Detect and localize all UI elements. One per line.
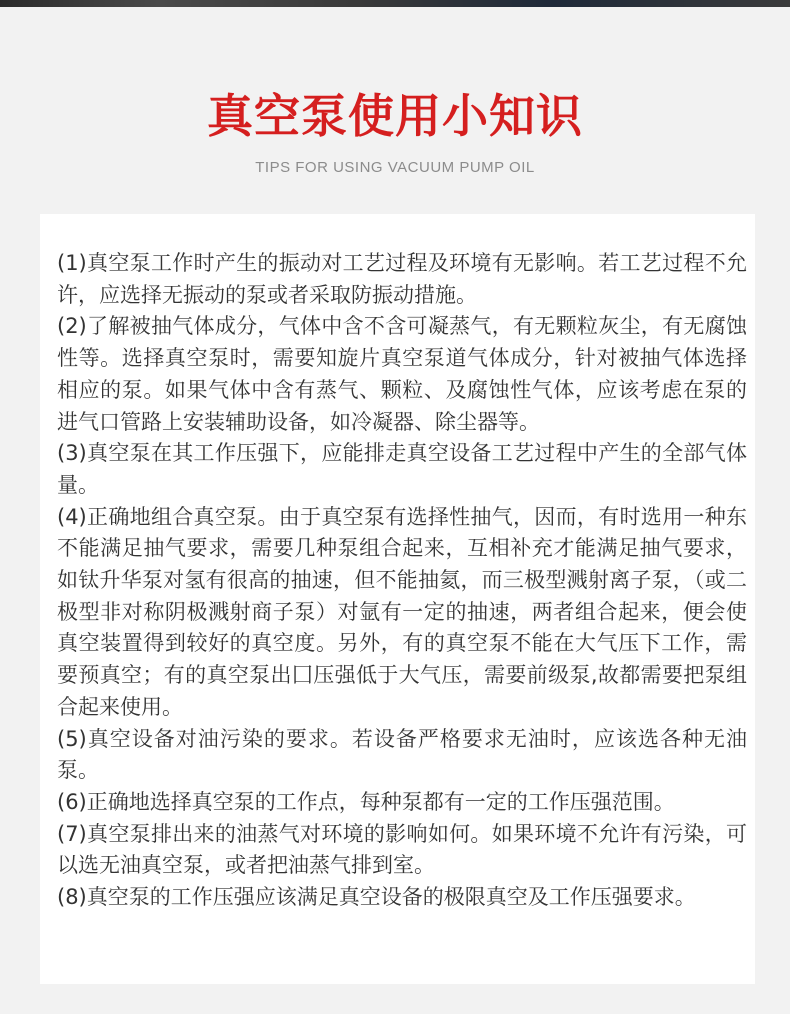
tip-item-6: (6)正确地选择真空泵的工作点，每种泵都有一定的工作压强范围。 bbox=[57, 789, 675, 814]
tip-item-1: (1)真空泵工作时产生的振动对工艺过程及环境有无影响。若工艺过程不允许，应选择无振动的泵或者采取防振动措施。 bbox=[57, 251, 747, 307]
tip-item-5: (5)真空设备对油污染的要求。若设备严格要求无油时，应该选各种无油泵。 bbox=[57, 726, 747, 783]
page-subtitle: TIPS FOR USING VACUUM PUMP OIL bbox=[255, 159, 535, 176]
tip-item-7: (7)真空泵排出来的油蒸气对环境的影响如何。如果环境不允许有污染，可以选无油真空泵，或者把油蒸气排到室。 bbox=[57, 821, 747, 878]
tip-item-8: (8)真空泵的工作压强应该满足真空设备的极限真空及工作压强要求。 bbox=[57, 885, 696, 910]
tips-card bbox=[40, 214, 755, 984]
tip-item-3: (3)真空泵在其工作压强下，应能排走真空设备工艺过程中产生的全部气体量。 bbox=[57, 441, 747, 497]
tip-item-2: (2)了解被抽气体成分，气体中含不含可凝蒸气，有无颗粒灰尘，有无腐蚀性等。选择真空泵时，需要知旋片真空泵道气体成分，针对被抽气体选择相应的泵。如果气体中含有蒸气、颗粒、及腐蚀性气体，应该考虑在泵的进气口管路上安装辅助设备，如冷凝器、除尘器等。 bbox=[57, 314, 747, 434]
top-banner-strip bbox=[0, 0, 790, 7]
tip-item-4: (4)正确地组合真空泵。由于真空泵有选择性抽气，因而，有时选用一种东不能满足抽气要求，需要几种泵组合起来，互相补充才能满足抽气要求，如钛升华泵对氢有很高的抽速，但不能抽氦，而三极型溅射离子泵，（或二极型非对称阴极溅射商子泵）对氩有一定的抽速，两者组合起来，便会使真空装置得到较好的真空度。另外，有的真空泵不能在大气压下工作，需要预真空；有的真空泵出囗压强低于大气压，需要前级泵,故都需要把泵组合起来使用。 bbox=[57, 504, 747, 719]
tips-list bbox=[57, 248, 747, 914]
page-title: 真空泵使用小知识 bbox=[207, 89, 583, 143]
